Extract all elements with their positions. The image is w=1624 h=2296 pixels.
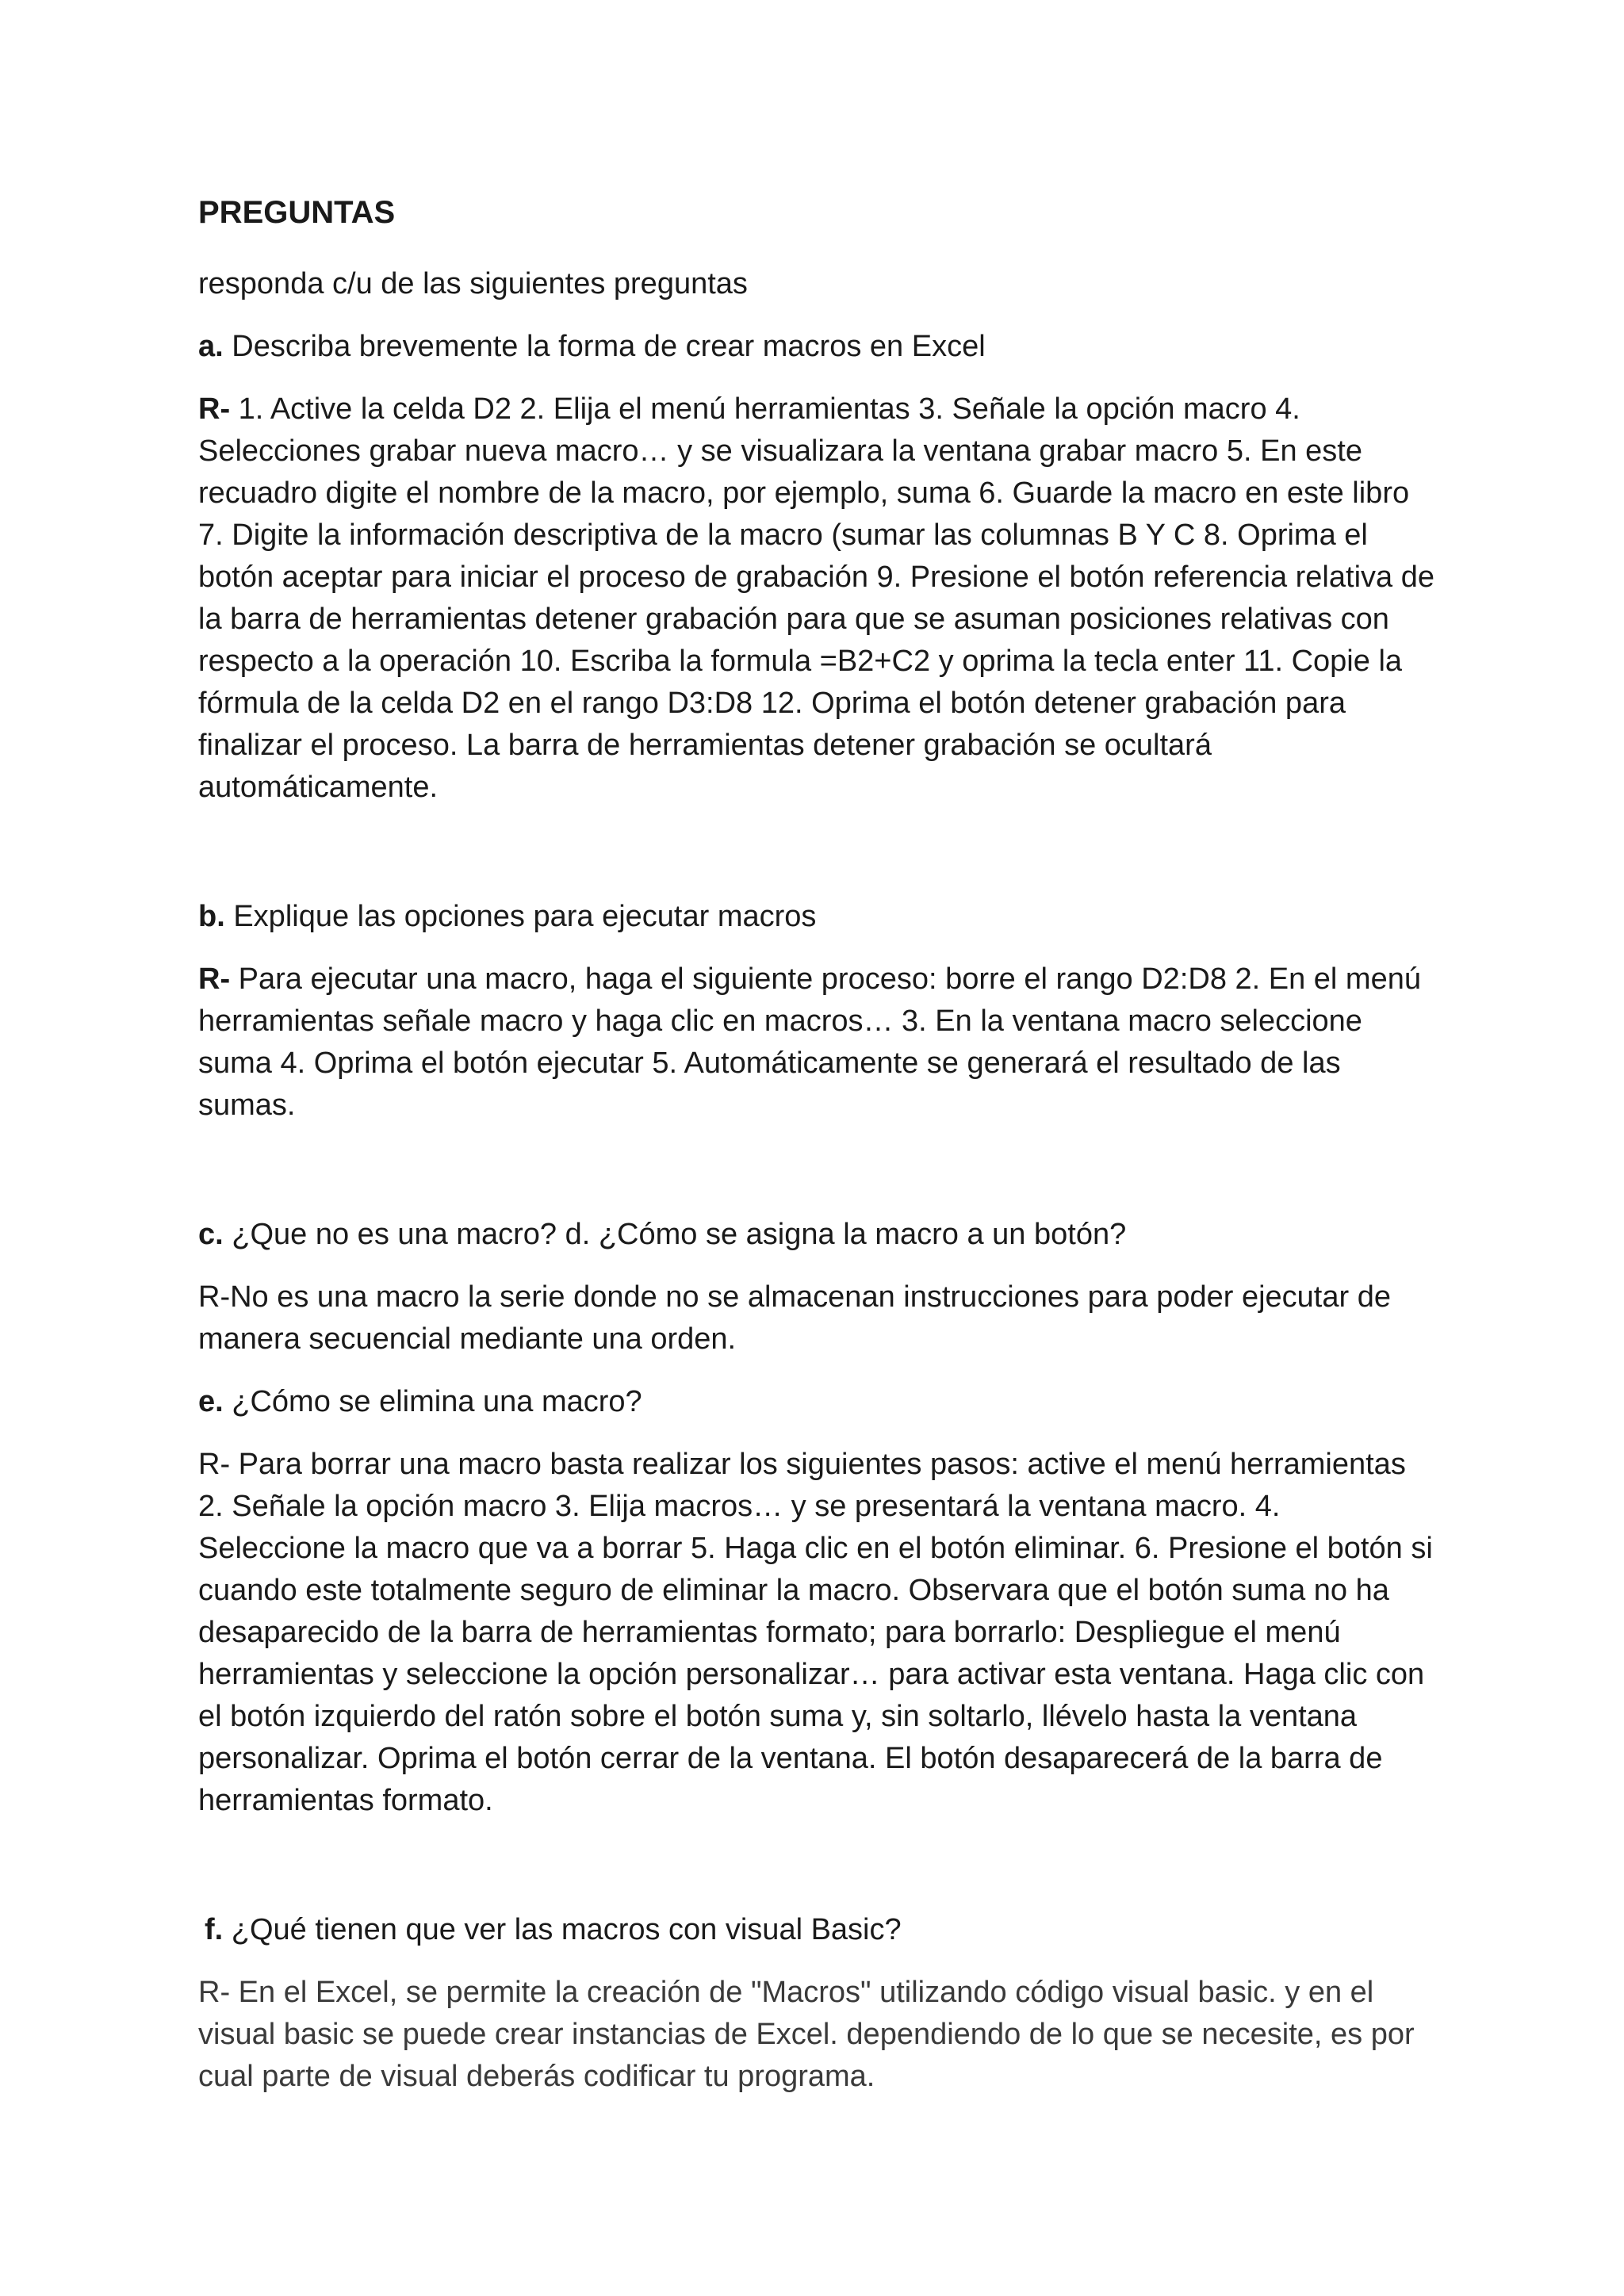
- answer-b-label: R-: [198, 962, 231, 996]
- answer-a-label: R-: [198, 392, 231, 426]
- section-spacer: [198, 829, 1435, 896]
- section-spacer: [198, 1147, 1435, 1214]
- question-e-text: ¿Cómo se elimina una macro?: [223, 1385, 642, 1418]
- answer-a: [198, 388, 1435, 809]
- question-c: [198, 1214, 1435, 1256]
- question-a-label: a.: [198, 330, 224, 363]
- answer-f: R- En el Excel, se permite la creación de "Macros" utilizando código visual basic. y en el visual basic se puede crear instancias de Excel. dependiendo de lo que se necesite, es por cual parte de visual deberás codificar tu programa.: [198, 1976, 1415, 2093]
- page-title: PREGUNTAS: [198, 195, 396, 230]
- section-spacer: [198, 1843, 1435, 1909]
- intro-text: responda c/u de las siguientes preguntas: [198, 267, 748, 300]
- question-b-text: Explique las opciones para ejecutar macros: [224, 900, 817, 933]
- answer-a-text: 1. Active la celda D2 2. Elija el menú herramientas 3. Señale la opción macro 4. Selecciones grabar nueva macro… y se visualizara la ventana grabar macro 5. En este recuadro digite el nombre de la macro, por ejemplo, suma 6. Guarde la macro en este libro 7. Digite la información descriptiva de la macro (sumar las columnas B Y C 8. Oprima el botón aceptar para iniciar el proceso de grabación 9. Presione el botón referencia relativa de la barra de herramientas detener grabación para que se asuman posiciones relativas con respecto a la operación 10. Escriba la formula =B2+C2 y oprima la tecla enter 11. Copie la fórmula de la celda D2 en el rango D3:D8 12. Oprima el botón detener grabación para finalizar el proceso. La barra de herramientas detener grabación se ocultará automáticamente.: [198, 392, 1434, 804]
- question-b: [198, 896, 1435, 938]
- answer-c: R-No es una macro la serie donde no se almacenan instrucciones para poder ejecutar de manera secuencial mediante una orden.: [198, 1280, 1391, 1356]
- question-b-label: b.: [198, 900, 225, 933]
- question-e-label: e.: [198, 1385, 224, 1418]
- question-c-text: ¿Que no es una macro? d. ¿Cómo se asigna la macro a un botón?: [223, 1218, 1127, 1251]
- question-f-label: f.: [205, 1913, 224, 1946]
- question-e: [198, 1381, 1435, 1423]
- answer-b-text: Para ejecutar una macro, haga el siguiente proceso: borre el rango D2:D8 2. En el menú herramientas señale macro y haga clic en macros… 3. En la ventana macro seleccione suma 4. Oprima el botón ejecutar 5. Automáticamente se generará el resultado de las sumas.: [198, 962, 1421, 1122]
- answer-e: R- Para borrar una macro basta realizar los siguientes pasos: active el menú herramientas 2. Señale la opción macro 3. Elija macros… y se presentará la ventana macro. 4. Seleccione la macro que va a borrar 5. Haga clic en el botón eliminar. 6. Presione el botón si cuando este totalmente seguro de eliminar la macro. Observara que el botón suma no ha desaparecido de la barra de herramientas formato; para borrarlo: Despliegue el menú herramientas y seleccione la opción personalizar… para activar esta ventana. Haga clic con el botón izquierdo del ratón sobre el botón suma y, sin soltarlo, llévelo hasta la ventana personalizar. Oprima el botón cerrar de la ventana. El botón desaparecerá de la barra de herramientas formato.: [198, 1448, 1433, 1817]
- question-a: [198, 326, 1435, 368]
- question-f: [198, 1909, 1435, 1951]
- question-c-label: c.: [198, 1218, 224, 1251]
- answer-b: [198, 959, 1435, 1127]
- question-f-text: ¿Qué tienen que ver las macros con visual Basic?: [223, 1913, 902, 1946]
- document-page: [198, 190, 1435, 2118]
- question-a-text: Describa brevemente la forma de crear macros en Excel: [223, 330, 986, 363]
